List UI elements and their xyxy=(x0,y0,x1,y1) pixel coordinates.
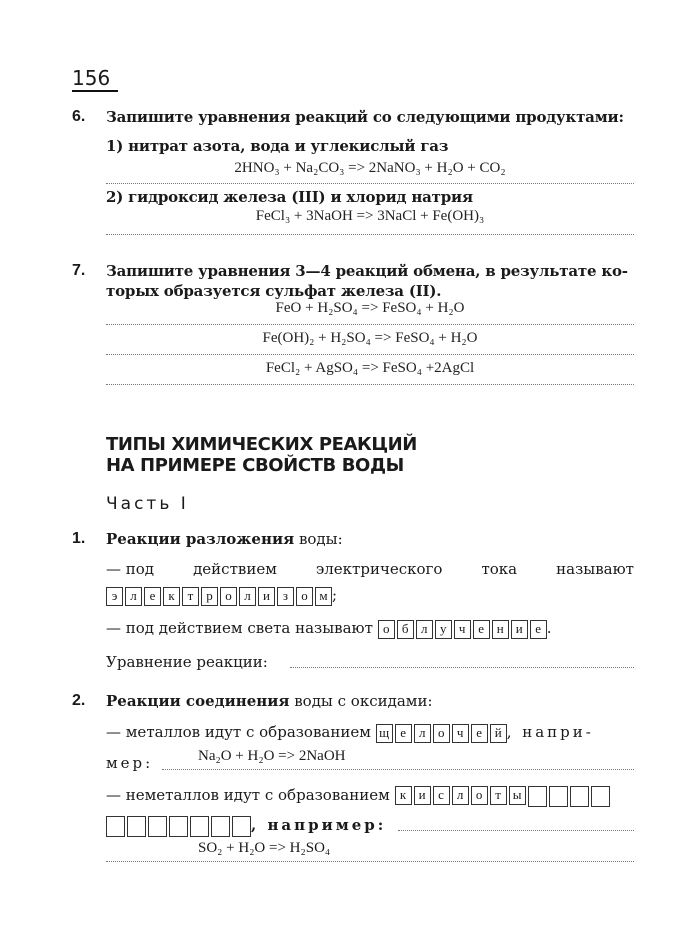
section-heading-line1: ТИПЫ ХИМИЧЕСКИХ РЕАКЦИЙ xyxy=(106,434,417,455)
q2-nonmetals-line xyxy=(106,784,610,807)
answer-line xyxy=(106,861,634,862)
word: называют xyxy=(556,560,634,578)
q1-line2 xyxy=(106,617,551,639)
letter-box[interactable]: к xyxy=(395,786,412,805)
suffix: ; xyxy=(332,586,338,604)
letter-box[interactable]: м xyxy=(315,587,332,606)
answer-line xyxy=(106,354,634,355)
answer-line xyxy=(162,769,634,770)
q2-title xyxy=(106,690,433,712)
answer-line xyxy=(106,183,634,184)
q1-line1 xyxy=(106,558,634,580)
q1-number: 1. xyxy=(72,530,86,547)
letter-box[interactable] xyxy=(591,786,610,807)
letter-box[interactable]: э xyxy=(106,587,123,606)
letter-box[interactable]: т xyxy=(490,786,507,805)
q1-title xyxy=(106,528,343,550)
letter-box[interactable]: у xyxy=(435,620,452,639)
q1-line2-text: — под действием света называют xyxy=(106,619,373,637)
letter-box[interactable]: е xyxy=(473,620,490,639)
letter-box[interactable] xyxy=(570,786,589,807)
part-label: Часть I xyxy=(106,494,189,514)
letter-box[interactable]: ы xyxy=(509,786,526,805)
task-7-equation-3[interactable]: FeCl₂ + AgSO₄ => FeSO₄ +2AgCl xyxy=(265,360,475,376)
q2-number: 2. xyxy=(72,692,86,709)
q1-title-bold: Реакции разложения xyxy=(106,530,295,548)
task-7-number: 7. xyxy=(72,262,86,279)
q2-example1-label: мер: xyxy=(106,754,154,772)
letter-box[interactable]: е xyxy=(530,620,547,639)
letter-box[interactable] xyxy=(211,816,230,837)
letter-box[interactable] xyxy=(106,816,125,837)
letter-box[interactable]: о xyxy=(378,620,395,639)
answer-line[interactable] xyxy=(290,667,634,668)
suffix: , напри- xyxy=(506,723,594,741)
letter-box[interactable]: и xyxy=(258,587,275,606)
letter-box[interactable]: б xyxy=(397,620,414,639)
letter-box[interactable] xyxy=(127,816,146,837)
word: действием xyxy=(193,560,277,578)
task-7-prompt-line2: торых образуется сульфат железа (II). xyxy=(106,282,442,300)
letter-box[interactable]: л xyxy=(416,620,433,639)
letter-boxes-nonmetals-1[interactable] xyxy=(395,786,610,807)
word: — под xyxy=(106,560,155,578)
letter-box[interactable]: о xyxy=(433,724,450,743)
letter-box[interactable] xyxy=(190,816,209,837)
letter-box[interactable]: е xyxy=(471,724,488,743)
q2-example2-label: , например: xyxy=(251,816,387,834)
letter-box[interactable]: с xyxy=(433,786,450,805)
letter-box[interactable] xyxy=(169,816,188,837)
letter-box[interactable]: й xyxy=(490,724,507,743)
letter-box[interactable]: л xyxy=(239,587,256,606)
letter-box[interactable]: н xyxy=(492,620,509,639)
letter-box[interactable]: л xyxy=(125,587,142,606)
section-heading-line2: НА ПРИМЕРЕ СВОЙСТВ ВОДЫ xyxy=(106,455,404,476)
letter-box[interactable] xyxy=(148,816,167,837)
letter-boxes-metals[interactable] xyxy=(376,724,507,743)
suffix: . xyxy=(546,619,552,637)
q2-title-rest: воды с оксидами: xyxy=(289,692,433,710)
task-6-sub1-equation[interactable]: 2HNO₃ + Na₂CO₃ => 2NaNO₃ + H₂O + CO₂ xyxy=(234,160,506,176)
letter-box[interactable] xyxy=(549,786,568,807)
letter-box[interactable]: ч xyxy=(454,620,471,639)
section-heading xyxy=(106,434,417,476)
letter-boxes-nonmetals-2[interactable] xyxy=(106,816,251,837)
task-6-number: 6. xyxy=(72,108,86,125)
task-7-prompt-line1: Запишите уравнения 3—4 реакций обмена, в результате ко- xyxy=(106,262,628,280)
task-6-prompt: Запишите уравнения реакций со следующими продуктами: xyxy=(106,108,624,126)
letter-box[interactable]: и xyxy=(511,620,528,639)
q2-title-bold: Реакции соединения xyxy=(106,692,290,710)
letter-box[interactable]: з xyxy=(277,587,294,606)
page-number: 156 xyxy=(72,66,118,92)
q2-nonmetals-line2 xyxy=(106,814,386,837)
task-6-sub2-equation[interactable]: FeCl₃ + 3NaOH => 3NaCl + Fe(OH)₃ xyxy=(255,208,485,224)
letter-box[interactable]: е xyxy=(395,724,412,743)
word: тока xyxy=(481,560,518,578)
task-7-equation-1[interactable]: FeO + H₂SO₄ => FeSO₄ + H₂O xyxy=(275,300,465,316)
q1-equation-label: Уравнение реакции: xyxy=(106,653,268,671)
task-7-equation-2[interactable]: Fe(OH)₂ + H₂SO₄ => FeSO₄ + H₂O xyxy=(262,330,478,346)
letter-box[interactable]: о xyxy=(471,786,488,805)
letter-box[interactable] xyxy=(232,816,251,837)
letter-box[interactable]: т xyxy=(182,587,199,606)
letter-box[interactable]: л xyxy=(414,724,431,743)
letter-box[interactable]: р xyxy=(201,587,218,606)
letter-box[interactable] xyxy=(528,786,547,807)
q2-nonmetals-text: — неметаллов идут с образованием xyxy=(106,786,390,804)
answer-line[interactable] xyxy=(398,830,634,831)
answer-line xyxy=(106,234,634,235)
letter-box[interactable]: л xyxy=(452,786,469,805)
word: электрического xyxy=(315,560,443,578)
q2-example1-equation[interactable]: Na₂O + H₂O => 2NaOH xyxy=(198,748,346,764)
letter-boxes-answer1[interactable] xyxy=(106,587,332,606)
letter-box[interactable]: и xyxy=(414,786,431,805)
q2-example2-equation[interactable]: SO₂ + H₂O => H₂SO₄ xyxy=(198,840,331,856)
q1-title-rest: воды: xyxy=(294,530,343,548)
answer-line xyxy=(106,384,634,385)
letter-box[interactable]: о xyxy=(296,587,313,606)
letter-box[interactable]: е xyxy=(144,587,161,606)
letter-box[interactable]: о xyxy=(220,587,237,606)
letter-box[interactable]: щ xyxy=(376,724,393,743)
task-6-sub2-label: 2) гидроксид железа (III) и хлорид натрия xyxy=(106,188,473,206)
answer-line xyxy=(106,324,634,325)
q2-metals-text: — металлов идут с образованием xyxy=(106,723,371,741)
letter-box[interactable]: к xyxy=(163,587,180,606)
letter-boxes-answer2[interactable] xyxy=(378,620,547,639)
q1-answer1 xyxy=(106,584,337,606)
q2-metals-line xyxy=(106,721,594,743)
task-6-sub1-label: 1) нитрат азота, вода и углекислый газ xyxy=(106,137,449,155)
letter-box[interactable]: ч xyxy=(452,724,469,743)
